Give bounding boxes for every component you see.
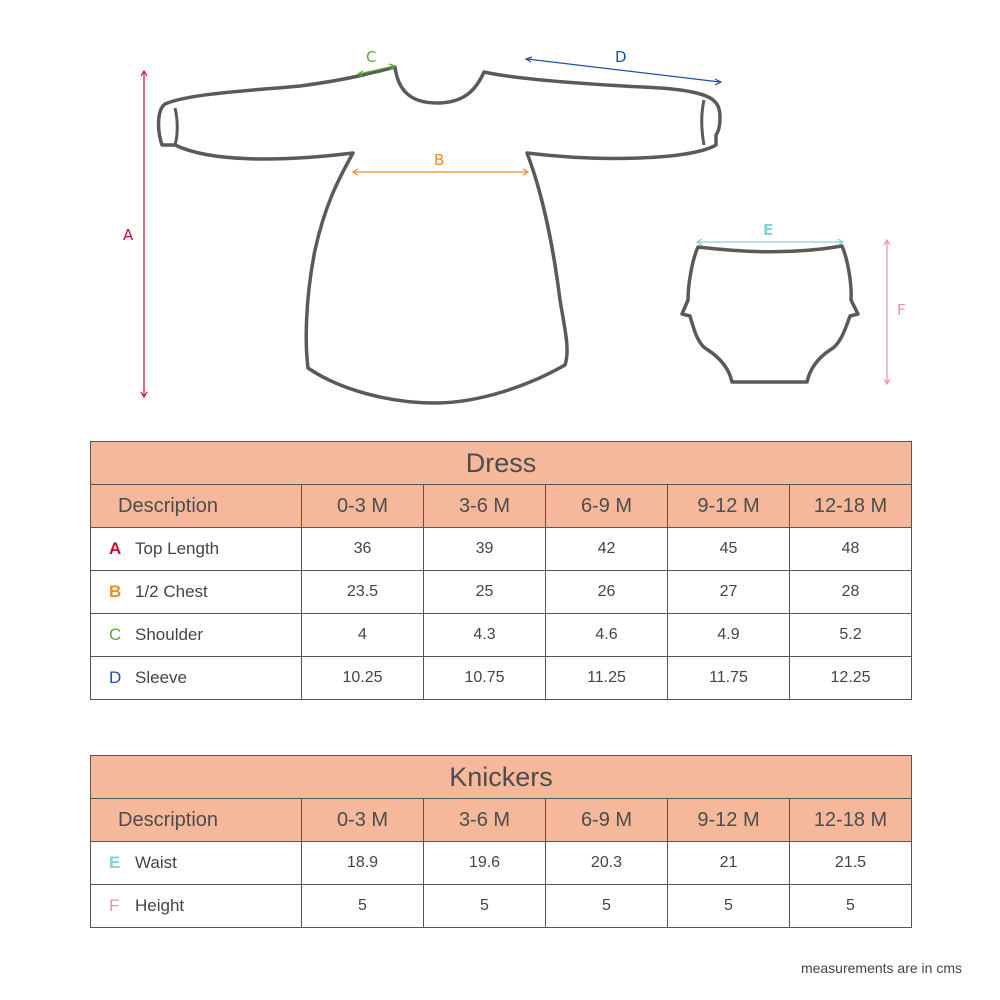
table-cell: 4.9 [668,614,790,657]
column-header-description: Description [91,799,302,842]
label-c: C [366,48,377,66]
dress-title-row [91,442,912,485]
column-header-size: 6-9 M [546,485,668,528]
dimension-d [526,48,721,85]
column-header-size: 3-6 M [424,485,546,528]
table-cell: 4 [302,614,424,657]
table-cell: 36 [302,528,424,571]
column-header-size: 6-9 M [546,799,668,842]
garment-diagram [0,0,1000,420]
table-row [91,528,912,571]
row-description [91,842,302,885]
row-description [91,528,302,571]
row-letter: C [109,625,122,644]
dimension-a [123,71,147,397]
table-cell: 11.25 [546,657,668,700]
table-cell: 5 [302,885,424,928]
table-cell: 5 [790,885,912,928]
table-cell: 26 [546,571,668,614]
table-cell: 5 [546,885,668,928]
table-cell: 23.5 [302,571,424,614]
table-cell: 42 [546,528,668,571]
knickers-title-row [91,756,912,799]
table-row [91,885,912,928]
row-description [91,614,302,657]
column-header-size: 12-18 M [790,799,912,842]
table-cell: 11.75 [668,657,790,700]
dimension-b [353,151,528,175]
table-row [91,657,912,700]
table-cell: 48 [790,528,912,571]
table-cell: 19.6 [424,842,546,885]
row-description [91,571,302,614]
dress-table-title: Dress [91,442,912,485]
row-label: Top Length [135,539,220,558]
table-cell: 4.3 [424,614,546,657]
row-letter: D [109,668,122,687]
row-label: Waist [135,853,177,872]
row-label: Sleeve [135,668,187,687]
label-e: E [763,221,774,239]
table-cell: 12.25 [790,657,912,700]
table-cell: 39 [424,528,546,571]
knickers-table-title: Knickers [91,756,912,799]
table-cell: 5 [668,885,790,928]
table-row [91,842,912,885]
column-header-size: 9-12 M [668,799,790,842]
table-cell: 5 [424,885,546,928]
row-label: Height [135,896,185,915]
table-row [91,571,912,614]
column-header-size: 12-18 M [790,485,912,528]
dress-header-row [91,485,912,528]
table-cell: 4.6 [546,614,668,657]
row-label: 1/2 Chest [135,582,208,601]
label-b: B [434,151,445,169]
table-cell: 25 [424,571,546,614]
knickers-outline [682,246,858,382]
row-letter: F [109,896,120,915]
column-header-size: 9-12 M [668,485,790,528]
table-cell: 10.25 [302,657,424,700]
column-header-description: Description [91,485,302,528]
row-description [91,657,302,700]
units-footnote: measurements are in cms [800,960,962,976]
dress-outline [159,67,720,403]
dimension-f [884,240,906,384]
column-header-size: 0-3 M [302,485,424,528]
table-cell: 5.2 [790,614,912,657]
row-letter: B [109,582,122,601]
right-cuff-line [702,100,704,145]
table-cell: 45 [668,528,790,571]
label-d: D [615,48,627,66]
left-cuff-line [175,108,177,145]
column-header-size: 3-6 M [424,799,546,842]
dress-size-table [90,441,912,700]
table-cell: 18.9 [302,842,424,885]
row-letter: A [109,539,122,558]
table-cell: 21.5 [790,842,912,885]
row-label: Shoulder [135,625,204,644]
knickers-size-table [90,755,912,928]
table-cell: 21 [668,842,790,885]
column-header-size: 0-3 M [302,799,424,842]
label-f: F [897,301,906,319]
label-a: A [123,226,134,244]
row-letter: E [109,853,121,872]
table-cell: 28 [790,571,912,614]
table-cell: 20.3 [546,842,668,885]
row-description [91,885,302,928]
knickers-header-row [91,799,912,842]
table-cell: 27 [668,571,790,614]
table-row [91,614,912,657]
table-cell: 10.75 [424,657,546,700]
dimension-e [697,221,843,245]
